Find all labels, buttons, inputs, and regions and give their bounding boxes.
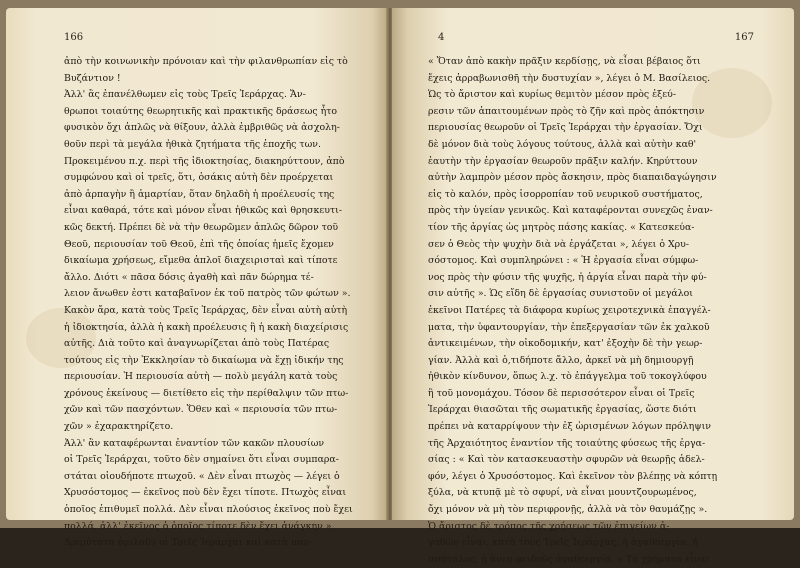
text-line: θοῦν περὶ τὰ μεγάλα ἠθικὰ ζητήματα τῆς ἐποχῆς των. [64,138,321,150]
page-text [428,54,768,568]
page-number: 166 [64,32,84,43]
text-line: ρεσιν τῶν ἀπαιτουμένων πρὸς τὸ ζῆν καὶ πρὸς ἀπόκτησιν [428,105,705,117]
text-line: θρωποι τοιαύτης θεωρητικῆς καὶ πρακτικῆς δράσεως ἦτο [64,105,338,117]
text-line: χῶν » ἐχαρακτηρίζετο. [64,421,174,433]
text-line: φυσικὸν ὄχι ἁπλῶς νὰ θίξουν, ἀλλὰ ἐμβριθῶς νὰ ἀσχολη- [64,122,340,134]
text-line: κῶς δεκτή. Πρέπει δὲ νὰ τὴν θεωρῶμεν ἁπλῶς δῶρον τοῦ [64,221,339,233]
text-line: πρὸς τὴν ὑγείαν γενικῶς. Καὶ καταφέρονται συνεχῶς ἐναν- [428,205,713,217]
text-line: αὐτὴν λαμπρὸν μέσον πρὸς ἄσκησιν, πρὸς διαπαιδαγώγησιν [428,172,717,184]
text-line: Ὁ ἄριστος δὲ τρόπος τῆς χρήσεως τῶν ἐπιγείων ἀ- [428,520,670,532]
text-line: οἱ Τρεῖς Ἱεράρχαι, τοῦτο δὲν σημαίνει ὅτι εἶναι συμπαρα- [64,454,339,466]
text-line: τίον τῆς ἀργίας ὡς μητρὸς πάσης κακίας. « Κατεσκεύα- [428,221,695,233]
text-line: πρέπει νὰ καταρρίψουν τὴν ἐξ ὡρισμένων λόγων πρόληψιν [428,421,711,433]
text-line: νος πρὸς τὴν φύσιν τῆς ψυχῆς, ἡ ἀργία εἶναι παρὰ τὴν φύ- [428,271,707,283]
text-line: Βυζάντιον ! [64,72,121,84]
text-line: ἡ ἰδιοκτησία, ἀλλὰ ἡ κακὴ προέλευσις ἢ ἡ κακὴ διαχείρισις [64,321,349,333]
text-line: δὲ μόνον διὰ τοὺς λόγους τούτους, ἀλλὰ καὶ αὐτὴν καθ' [428,138,697,150]
text-line: σεν ὁ Θεὸς τὴν ψυχὴν διὰ νὰ ἐργάζεται », λέγει ὁ Χρυ- [428,238,690,250]
text-line: Χρυσόστομος — ἐκεῖνος ποὺ δὲν ἔχει τίποτε. Πτωχὸς εἶναι [64,487,347,499]
text-line: ξύλα, νὰ κτυπᾷ μὲ τὸ σφυρί, νὰ εἶναι μουντζουρωμένος, [428,487,697,499]
text-line: Ἀλλ' ἂν καταφέρωνται ἐναντίον τῶν κακῶν πλουσίων [64,437,325,449]
text-line: τούτους εἰς τὴν Ἐκκλησίαν τὸ δικαίωμα νὰ ἔχῃ ἰδικήν της [64,354,344,366]
text-line: σόστομος. Καὶ συμπληρώνει : « Ἡ ἐργασία εἶναι σύμφω- [428,255,699,267]
text-line: σπάταλος, ἡ ἄνευ φειδοῦς ἀγαθοεργία. « Τὰ χρήματα εἶναι [428,553,710,565]
text-line: « Ὅταν ἀπὸ κακὴν πρᾶξιν κερδίσῃς, νὰ εἶσαι βέβαιος ὅτι [428,56,701,67]
signature-mark: 4 [438,32,445,43]
text-line: χῶν καὶ τῶν πασχόντων. Ὅθεν καὶ « περιουσία τῶν πτω- [64,404,338,416]
text-line: Ἱεράρχαι θιασῶται τῆς σωματικῆς ἐργασίας, ὥστε διότι [428,404,697,416]
text-line: ματα, τὴν ὑφαντουργίαν, τὴν ἐπεξεργασίαν τῶν ἐκ χαλκοῦ [428,321,710,333]
text-line: ὁποῖος ἐπιθυμεῖ πολλά. Δὲν εἶναι πλούσιος ἐκεῖνος ποὺ ἔχει [64,504,353,516]
text-line: εἶναι καθαρά, τότε καὶ μόνον εἶναι ἠθικῶς καὶ θρησκευτι- [64,205,342,217]
text-line: ἢ τοῦ μονομάχου. Τόσον δὲ περισσότερον εἶναι οἱ Τρεῖς [428,387,695,399]
text-line: χρόνους ἐκείνους — διετίθετο εἰς τὴν περίθαλψιν τῶν πτω- [64,387,349,399]
text-line: ἔχεις ἀρραβωνισθῆ τὴν δυστυχίαν », λέγει ὁ Μ. Βασίλειος. [428,72,711,84]
text-line: σίας : « Καὶ τὸν κατασκευαστὴν σφυρῶν νὰ θεωρῇς ἀδελ- [428,454,705,466]
text-line: Προκειμένου π.χ. περὶ τῆς ἰδιοκτησίας, διακηρύττουν, ἀπὸ [64,155,345,167]
text-line: σιν αὐτῆς ». Ὡς εἴδη δὲ ἐργασίας συνιστοῦν οἱ μεγάλοι [428,288,693,300]
text-line: εἰς τὸ καλόν, πρὸς ἰσορροπίαν τοῦ νευρικοῦ συστήματος, [428,188,703,200]
text-line: ἑαυτὴν τὴν ἐργασίαν θεωροῦν πρᾶξιν καλήν. Κηρύττουν [428,155,698,167]
text-line: περιουσίας θεωροῦν οἱ Τρεῖς Ἱεράρχαι τὴν ἐργασίαν. Ὄχι [428,122,703,134]
text-line: αὐτῆς. Διὰ τοῦτο καὶ ἀναγνωρίζεται ἀπὸ τοὺς Πατέρας [64,338,330,350]
text-line: γίαν. Ἀλλὰ καὶ ὁ,τιδήποτε ἄλλο, ἀρκεῖ νὰ μὴ δημιουργῇ [428,354,694,366]
text-line: περιουσίαν. Ἡ περιουσία αὐτὴ — πολὺ μεγάλη κατὰ τοὺς [64,371,338,383]
text-line: πολλά, ἀλλ' ἐκεῖνος ὁ ὁποῖος τίποτε δὲν ἔχει ἀνάγκην ». [64,520,335,532]
page-text [64,54,364,552]
text-line: Ὡς τὸ ἄριστον καὶ κυρίως θεμιτὸν μέσον πρὸς ἐξεύ- [428,89,677,101]
text-line: δικαίωμα χρήσεως, εἴμεθα ἁπλοῖ διαχειρισταὶ καὶ τίποτε [64,255,338,267]
text-line: ἠθικὸν κίνδυνον, ὅπως λ.χ. τὸ ἐπάγγελμα τοῦ τοκογλύφου [428,371,707,383]
text-line: ἄλλο. Διότι « πᾶσα δόσις ἀγαθὴ καὶ πᾶν δώρημα τέ- [64,271,314,283]
text-line: Ἀλλ' ἃς ἐπανέλθωμεν εἰς τοὺς Τρεῖς Ἱεράρχας. Ἄν- [64,89,306,101]
text-line: ἐκεῖνοι Πατέρες τὰ διάφορα κυρίως χειροτεχνικὰ ἐπαγγέλ- [428,304,711,316]
page-number: 167 [734,32,754,43]
text-line: Δριμύτατα ὁμιλοῦν οἱ Τρεῖς Ἱεράρχαι καὶ κατὰ παν- [64,537,313,549]
text-line: στάται οἱουδήποτε πτωχοῦ. « Δὲν εἶναι πτωχὸς — λέγει ὁ [64,470,340,482]
text-line: τῆς Ἀρχαιότητος ἐναντίον τῆς τοιαύτης φύσεως τῆς ἐργα- [428,437,706,449]
text-line: λειον ἄνωθεν ἐστι καταβαῖνον ἐκ τοῦ πατρὸς τῶν φώτων ». [64,288,351,300]
text-line: συμφώνου καὶ οἱ τρεῖς, ὅτι, ὁσάκις αὐτὴ δὲν προέρχεται [64,172,334,184]
text-line: φόν, λέγει ὁ Χρυσόστομος. Καὶ ἐκεῖνον τὸν βλέπῃς νὰ κόπτῃ [428,470,718,482]
left-page [6,8,388,549]
text-line: Κακὸν ἄρα, κατὰ τοὺς Τρεῖς Ἱεράρχας, δὲν εἶναι αὐτὴ αὐτὴ [64,304,348,316]
right-page [392,8,794,565]
text-line: ἀπὸ τὴν κοινωνικὴν πρόνοιαν καὶ τὴν φιλανθρωπίαν εἰς τὸ [64,56,348,67]
text-line: Θεοῦ, περιουσίαν τοῦ Θεοῦ, ἐπὶ τῆς ὁποίας ἡμεῖς ἔχομεν [64,238,334,250]
text-line: ἀντικειμένων, τὴν οἰκοδομικήν, κατ' ἐξοχὴν δὲ τὴν γεωρ- [428,338,703,350]
text-line: γαθῶν εἶναι, κατὰ τοὺς Τρεῖς Ἱεράρχας, ἡ ἀγαθοεργία, ἡ [428,537,699,549]
text-line: ὄχι μόνον νὰ μὴ τὸν περιφρονῇς, ἀλλὰ νὰ τὸν θαυμάζῃς ». [428,504,708,516]
text-line: ἀπὸ ἁρπαγὴν ἢ ἁμαρτίαν, ὅταν δηλαδὴ ἡ προέλευσίς της [64,188,335,200]
